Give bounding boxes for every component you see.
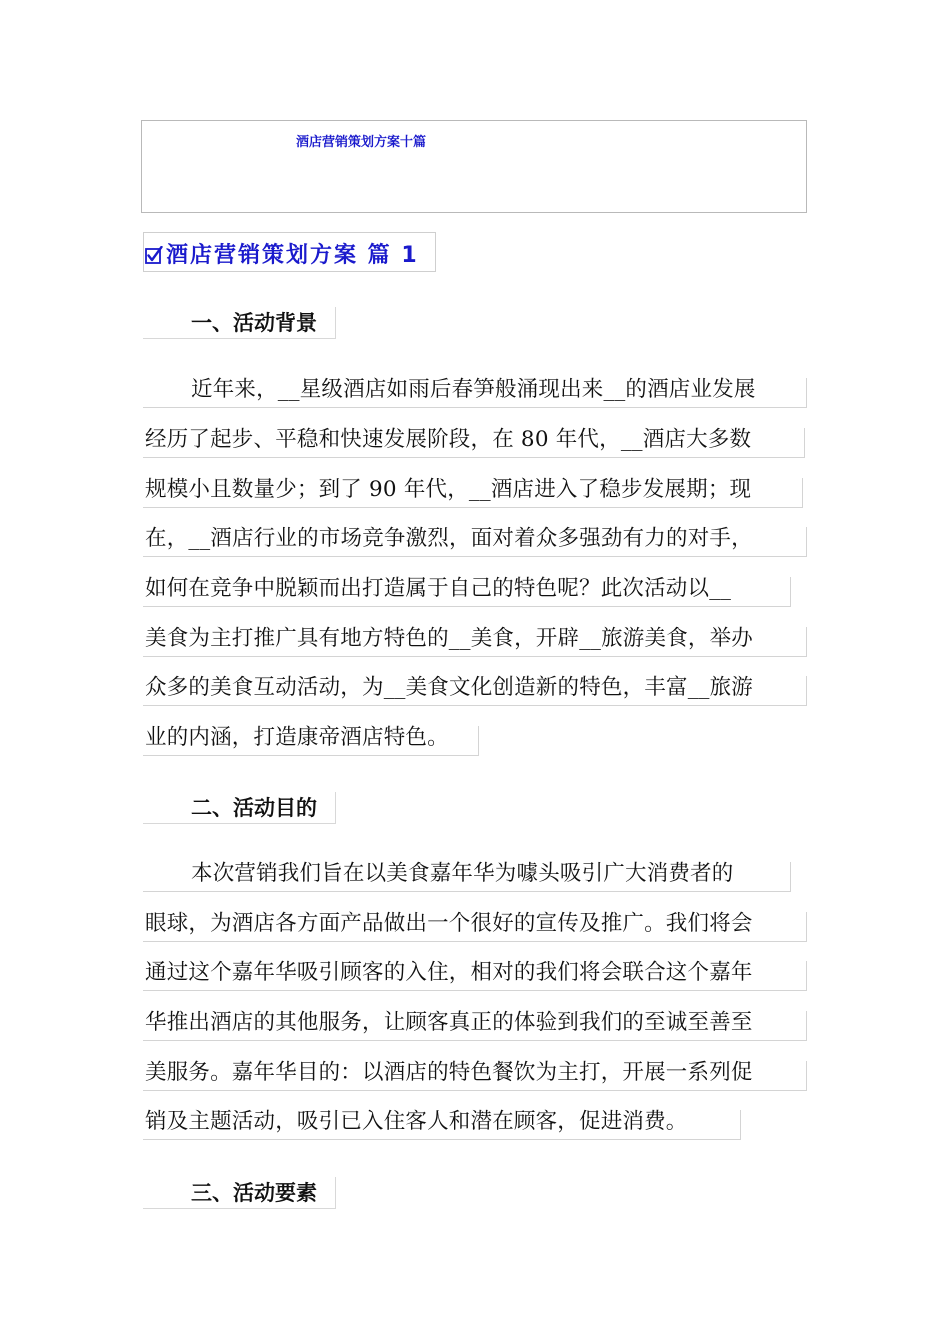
paragraph-line bbox=[143, 676, 807, 706]
paragraph-text: 通过这个嘉年华吸引顾客的入住，相对的我们将会联合这个嘉年 bbox=[145, 960, 753, 985]
paragraph-line bbox=[143, 478, 803, 508]
heading-activity-background bbox=[143, 307, 336, 339]
paragraph-text: 销及主题活动，吸引已入住客人和潜在顾客，促进消费。 bbox=[145, 1109, 688, 1134]
section-heading bbox=[143, 232, 436, 272]
paragraph-text: 华推出酒店的其他服务，让顾客真正的体验到我们的至诚至善至 bbox=[145, 1010, 753, 1035]
document-title: 酒店营销策划方案十篇 bbox=[296, 135, 427, 150]
paragraph-text: 美食为主打推广具有地方特色的__美食，开辟__旅游美食，举办 bbox=[145, 626, 754, 651]
paragraph-line bbox=[143, 378, 807, 408]
paragraph-line bbox=[143, 862, 791, 892]
paragraph-line bbox=[143, 527, 807, 557]
paragraph-text: 近年来，__星级酒店如雨后春笋般涌现出来__的酒店业发展 bbox=[191, 377, 756, 402]
paragraph-line bbox=[143, 726, 479, 756]
checkbox-check-icon bbox=[145, 246, 163, 264]
heading-text: 三、活动要素 bbox=[191, 1181, 317, 1205]
paragraph-text: 如何在竞争中脱颖而出打造属于自己的特色呢？此次活动以__ bbox=[145, 576, 732, 601]
paragraph-text: 众多的美食互动活动，为__美食文化创造新的特色，丰富__旅游 bbox=[145, 675, 754, 700]
paragraph-line bbox=[143, 912, 807, 942]
paragraph-text: 规模小且数量少；到了 90 年代，__酒店进入了稳步发展期；现 bbox=[145, 477, 752, 502]
paragraph-line bbox=[143, 1011, 807, 1041]
heading-activity-purpose bbox=[143, 792, 336, 824]
heading-text: 二、活动目的 bbox=[191, 796, 317, 820]
paragraph-text: 经历了起步、平稳和快速发展阶段，在 80 年代，__酒店大多数 bbox=[145, 427, 752, 452]
paragraph-text: 本次营销我们旨在以美食嘉年华为噱头吸引广大消费者的 bbox=[191, 861, 734, 886]
paragraph-text: 业的内涵，打造康帝酒店特色。 bbox=[145, 725, 449, 750]
paragraph-line bbox=[143, 1110, 741, 1140]
paragraph-line bbox=[143, 627, 807, 657]
paragraph-line bbox=[143, 577, 791, 607]
document-title-box bbox=[141, 120, 807, 213]
paragraph-text: 在，__酒店行业的市场竞争激烈，面对着众多强劲有力的对手， bbox=[145, 526, 753, 551]
heading-activity-elements bbox=[143, 1177, 336, 1209]
paragraph-line bbox=[143, 1061, 807, 1091]
paragraph-text: 美服务。嘉年华目的：以酒店的特色餐饮为主打，开展一系列促 bbox=[145, 1060, 753, 1085]
paragraph-line bbox=[143, 428, 805, 458]
paragraph-line bbox=[143, 961, 807, 991]
heading-text: 一、活动背景 bbox=[191, 311, 317, 335]
paragraph-text: 眼球，为酒店各方面产品做出一个很好的宣传及推广。我们将会 bbox=[145, 911, 753, 936]
section-title: 酒店营销策划方案 篇 1 bbox=[166, 243, 419, 268]
